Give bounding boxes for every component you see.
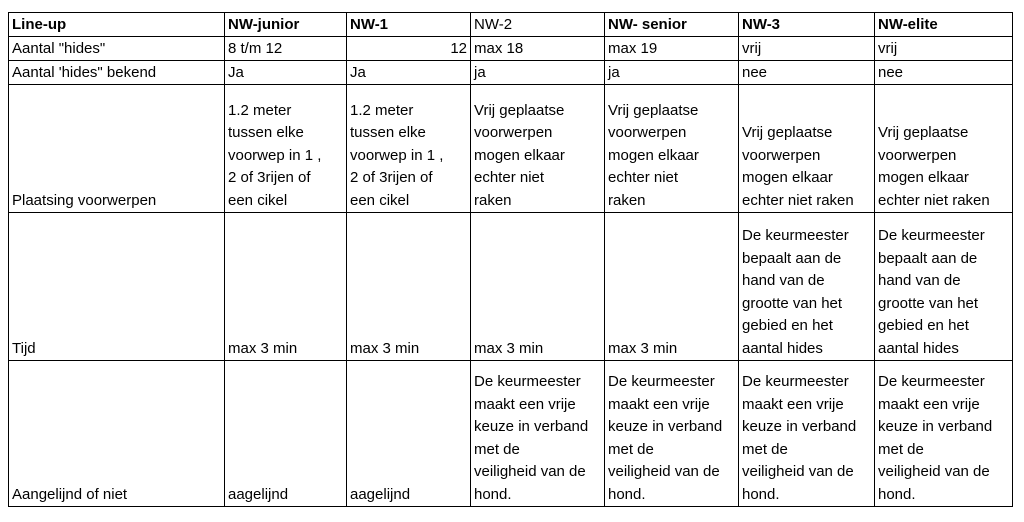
table-cell: nee	[739, 61, 875, 85]
table-cell: Vrij geplaatse voorwerpen mogen elkaar echter niet raken	[605, 85, 739, 213]
header-cell: NW-2	[471, 13, 605, 37]
table-cell: nee	[875, 61, 1013, 85]
lineup-table	[8, 12, 1013, 507]
table-cell: vrij	[875, 37, 1013, 61]
table-cell: aagelijnd	[225, 361, 347, 507]
table-cell: De keurmeester maakt een vrije keuze in verband met de veiligheid van de hond.	[471, 361, 605, 507]
table-cell: De keurmeester bepaalt aan de hand van de grootte van het gebied en het aantal hides	[875, 213, 1013, 361]
header-cell: Line-up	[9, 13, 225, 37]
header-cell: NW-3	[739, 13, 875, 37]
table-row	[9, 85, 1013, 213]
table-cell: De keurmeester bepaalt aan de hand van de grootte van het gebied en het aantal hides	[739, 213, 875, 361]
row-label: Plaatsing voorwerpen	[9, 85, 225, 213]
table-cell: 8 t/m 12	[225, 37, 347, 61]
row-label: Aangelijnd of niet	[9, 361, 225, 507]
table-cell: 1.2 meter tussen elke voorwep in 1 , 2 of 3rijen of een cikel	[347, 85, 471, 213]
header-cell: NW-1	[347, 13, 471, 37]
row-label: Aantal "hides"	[9, 37, 225, 61]
table-cell: Vrij geplaatse voorwerpen mogen elkaar echter niet raken	[471, 85, 605, 213]
header-cell: NW-elite	[875, 13, 1013, 37]
table-row	[9, 213, 1013, 361]
table-cell: max 3 min	[605, 213, 739, 361]
table-cell: 12	[347, 37, 471, 61]
table-cell: aagelijnd	[347, 361, 471, 507]
table-cell: max 3 min	[471, 213, 605, 361]
table-cell: De keurmeester maakt een vrije keuze in verband met de veiligheid van de hond.	[739, 361, 875, 507]
table-cell: max 3 min	[225, 213, 347, 361]
header-cell: NW- senior	[605, 13, 739, 37]
table-cell: vrij	[739, 37, 875, 61]
table-row	[9, 37, 1013, 61]
header-row	[9, 13, 1013, 37]
row-label: Tijd	[9, 213, 225, 361]
table-cell: max 19	[605, 37, 739, 61]
table-cell: Ja	[225, 61, 347, 85]
row-label: Aantal 'hides" bekend	[9, 61, 225, 85]
table-cell: 1.2 meter tussen elke voorwep in 1 , 2 of 3rijen of een cikel	[225, 85, 347, 213]
table-row	[9, 61, 1013, 85]
table-cell: Vrij geplaatse voorwerpen mogen elkaar echter niet raken	[875, 85, 1013, 213]
table-cell: Vrij geplaatse voorwerpen mogen elkaar echter niet raken	[739, 85, 875, 213]
table-cell: ja	[471, 61, 605, 85]
header-cell: NW-junior	[225, 13, 347, 37]
table-cell: De keurmeester maakt een vrije keuze in verband met de veiligheid van de hond.	[605, 361, 739, 507]
table-cell: max 3 min	[347, 213, 471, 361]
table-cell: ja	[605, 61, 739, 85]
table-cell: De keurmeester maakt een vrije keuze in verband met de veiligheid van de hond.	[875, 361, 1013, 507]
table-cell: Ja	[347, 61, 471, 85]
table-row	[9, 361, 1013, 507]
table-cell: max 18	[471, 37, 605, 61]
